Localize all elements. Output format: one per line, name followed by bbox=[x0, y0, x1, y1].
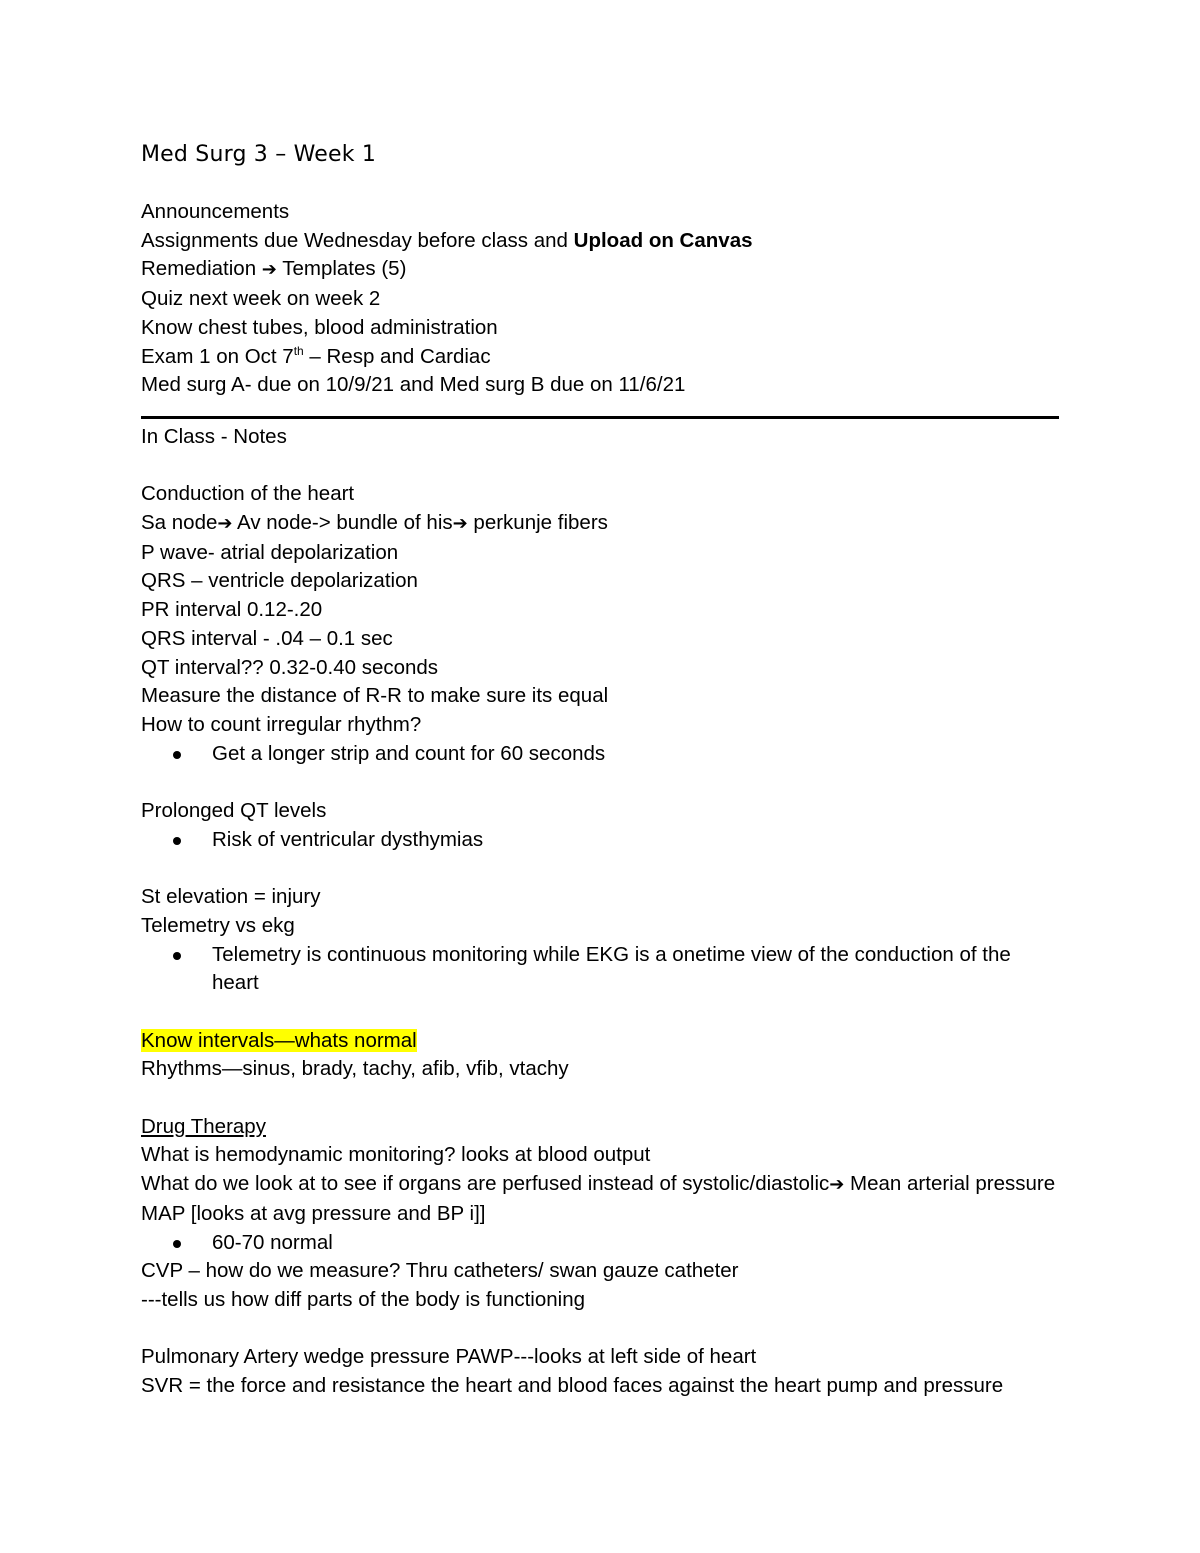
bullet-dot-icon bbox=[173, 1240, 181, 1248]
exam-text: Exam 1 on Oct 7 bbox=[141, 344, 294, 368]
map-text: Mean arterial pressure MAP [looks at avg pressure and BP i]] bbox=[141, 1172, 1056, 1225]
map-bullet-text: 60-70 normal bbox=[212, 1230, 333, 1254]
list-item bbox=[141, 1229, 1059, 1258]
right-arrow-icon: ➔ bbox=[261, 259, 277, 281]
qrs-interval-line: QRS interval - .04 – 0.1 sec bbox=[141, 626, 393, 650]
horizontal-rule bbox=[141, 416, 1059, 419]
remediation-line bbox=[141, 255, 1059, 285]
templates-text: Templates (5) bbox=[276, 257, 407, 281]
drug-therapy-heading bbox=[141, 1113, 1059, 1142]
pr-interval-line: PR interval 0.12-.20 bbox=[141, 598, 323, 622]
chest-tubes-line: Know chest tubes, blood administration bbox=[141, 315, 498, 339]
announcements-heading: Announcements bbox=[141, 200, 290, 223]
qt-interval-line: QT interval?? 0.32-0.40 seconds bbox=[141, 655, 439, 679]
list-item bbox=[141, 941, 1059, 998]
organs-text: What do we look at to see if organs are perfused instead of systolic/diastolic bbox=[141, 1172, 830, 1196]
assignments-line bbox=[141, 227, 1059, 256]
bullet-dot-icon bbox=[173, 837, 181, 845]
document-page bbox=[141, 140, 1059, 1401]
cvp-tells-line: ---tells us how diff parts of the body is functioning bbox=[141, 1287, 586, 1311]
conduction-line: Conduction of the heart bbox=[141, 482, 355, 506]
path-perkunje-text: perkunje fibers bbox=[467, 511, 608, 535]
irregular-bullet-text: Get a longer strip and count for 60 seconds bbox=[212, 741, 606, 765]
qrs-line: QRS – ventricle depolarization bbox=[141, 569, 418, 593]
svr-line: SVR = the force and resistance the heart and blood faces against the heart pump and pressure bbox=[141, 1374, 1004, 1398]
conduction-path-line bbox=[141, 509, 1059, 539]
remediation-text: Remediation bbox=[141, 257, 262, 281]
telemetry-bullet-text: Telemetry is continuous monitoring while EKG is a onetime view of the conduction of the heart bbox=[212, 942, 1011, 995]
page-title: Med Surg 3 – Week 1 bbox=[141, 142, 377, 167]
cvp-line: CVP – how do we measure? Thru catheters/ swan gauze catheter bbox=[141, 1259, 739, 1283]
assignments-text: Assignments due Wednesday before class and bbox=[141, 228, 574, 252]
measure-rr-line: Measure the distance of R-R to make sure its equal bbox=[141, 684, 609, 708]
exam-suffix-text: – Resp and Cardiac bbox=[303, 344, 491, 368]
list-item bbox=[141, 740, 1059, 769]
list-item bbox=[141, 826, 1059, 855]
telemetry-line: Telemetry vs ekg bbox=[141, 913, 295, 937]
st-elevation-line: St elevation = injury bbox=[141, 885, 321, 909]
path-sa-text: Sa node bbox=[141, 511, 218, 535]
pawp-line: Pulmonary Artery wedge pressure PAWP---looks at left side of heart bbox=[141, 1345, 757, 1369]
quiz-line: Quiz next week on week 2 bbox=[141, 287, 381, 311]
upload-canvas-text: Upload on Canvas bbox=[573, 228, 753, 252]
path-av-text: Av node-> bundle of his bbox=[232, 511, 453, 535]
right-arrow-icon: ➔ bbox=[217, 513, 233, 535]
pwave-line: P wave- atrial depolarization bbox=[141, 540, 399, 564]
prolonged-bullet-text: Risk of ventricular dysthymias bbox=[212, 827, 484, 851]
prolonged-qt-line: Prolonged QT levels bbox=[141, 799, 327, 823]
exam-line bbox=[141, 343, 1059, 372]
exam-superscript: th bbox=[293, 343, 304, 358]
know-intervals-line bbox=[141, 1027, 1059, 1056]
notes-heading: In Class - Notes bbox=[141, 424, 287, 448]
bullet-dot-icon bbox=[173, 751, 181, 759]
irregular-rhythm-line: How to count irregular rhythm? bbox=[141, 712, 422, 736]
hemodynamic-line: What is hemodynamic monitoring? looks at blood output bbox=[141, 1143, 651, 1167]
highlighted-text: Know intervals—whats normal bbox=[141, 1028, 417, 1052]
right-arrow-icon: ➔ bbox=[829, 1174, 845, 1196]
right-arrow-icon: ➔ bbox=[452, 513, 468, 535]
drug-therapy-text: Drug Therapy bbox=[141, 1114, 266, 1138]
organs-perfused-line bbox=[141, 1170, 1059, 1228]
rhythms-line: Rhythms—sinus, brady, tachy, afib, vfib, vtachy bbox=[141, 1057, 569, 1081]
bullet-dot-icon bbox=[173, 952, 181, 960]
medsurg-due-line: Med surg A- due on 10/9/21 and Med surg B due on 11/6/21 bbox=[141, 373, 686, 397]
